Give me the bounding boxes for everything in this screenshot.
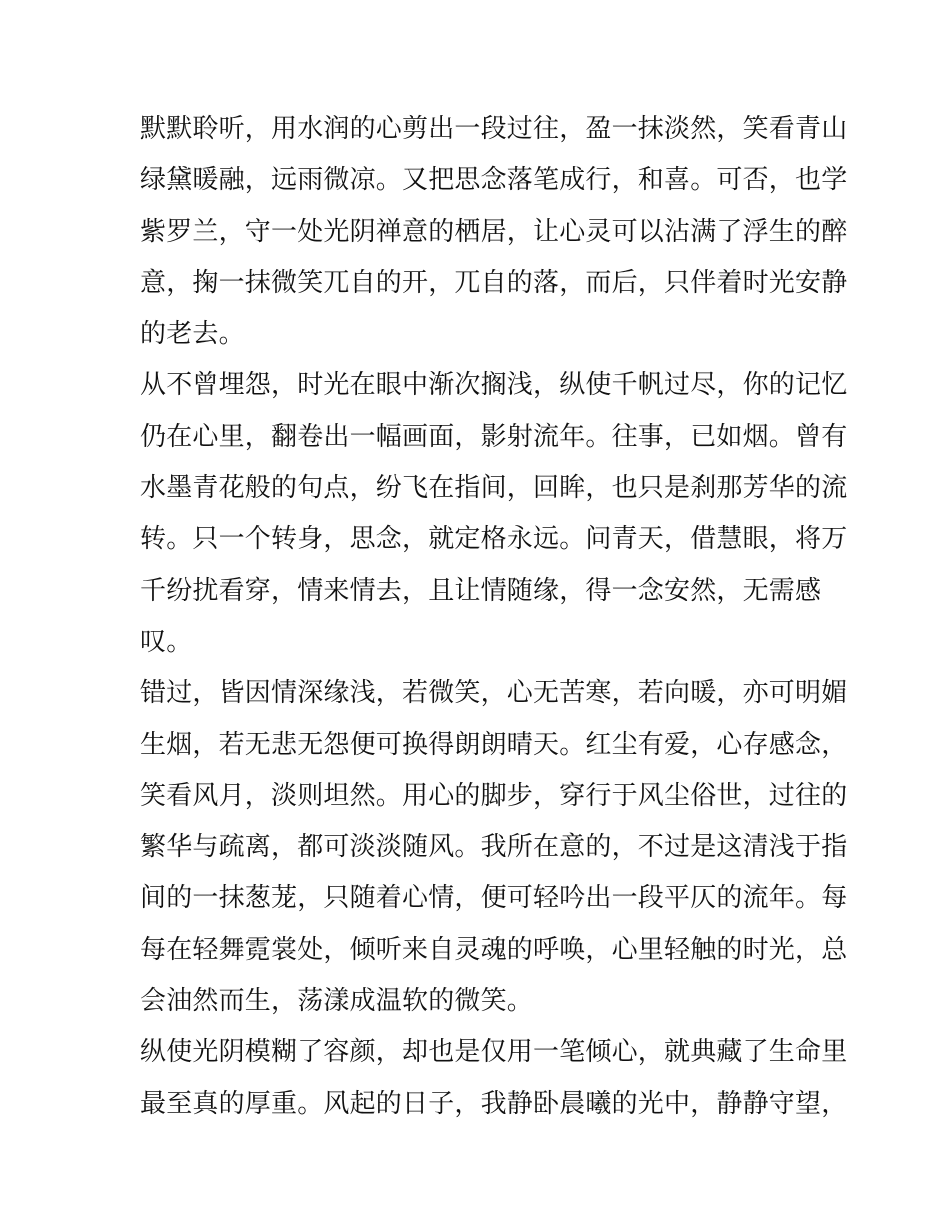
text-line: 的老去。 — [140, 319, 245, 350]
text-line: 绿黛暖融，远雨微凉。又把思念落笔成行，和喜。可否，也学 — [140, 165, 848, 196]
text-line: 从不曾埋怨，时光在眼中渐次搁浅，纵使千帆过尽，你的记忆 — [140, 370, 848, 401]
paragraph-4 — [140, 1027, 848, 1130]
text-line: 转。只一个转身，思念，就定格永远。问青天，借慧眼，将万 — [140, 524, 848, 555]
text-line: 笑看风月，淡则坦然。用心的脚步，穿行于风尘俗世，过往的 — [140, 780, 848, 811]
text-line: 水墨青花般的句点，纷飞在指间，回眸，也只是刹那芳华的流 — [140, 473, 848, 504]
text-line: 紫罗兰，守一处光阴禅意的栖居，让心灵可以沾满了浮生的醉 — [140, 216, 848, 247]
text-line: 间的一抹葱茏，只随着心情，便可轻吟出一段平仄的流年。每 — [140, 883, 848, 914]
paragraph-3 — [140, 668, 848, 1027]
text-line: 仍在心里，翻卷出一幅画面，影射流年。往事，已如烟。曾有 — [140, 421, 848, 452]
document-body — [140, 104, 848, 1130]
paragraph-1 — [140, 104, 848, 360]
text-line: 千纷扰看穿，情来情去，且让情随缘，得一念安然，无需感 — [140, 575, 822, 606]
text-line: 叹。 — [140, 626, 193, 657]
text-line: 意，掬一抹微笑兀自的开，兀自的落，而后，只伴着时光安静 — [140, 267, 848, 298]
text-line: 生烟，若无悲无怨便可换得朗朗晴天。红尘有爱，心存感念， — [140, 729, 848, 760]
paragraph-2 — [140, 360, 848, 668]
text-line: 每在轻舞霓裳处，倾听来自灵魂的呼唤，心里轻触的时光，总 — [140, 934, 848, 965]
text-line: 默默聆听，用水润的心剪出一段过往，盈一抹淡然，笑看青山 — [140, 114, 848, 144]
text-line: 繁华与疏离，都可淡淡随风。我所在意的，不过是这清浅于指 — [140, 832, 848, 863]
text-line: 纵使光阴模糊了容颜，却也是仅用一笔倾心，就典藏了生命里 — [140, 1037, 848, 1068]
text-line: 错过，皆因情深缘浅，若微笑，心无苦寒，若向暖，亦可明媚 — [140, 678, 848, 709]
text-line: 最至真的厚重。风起的日子，我静卧晨曦的光中，静静守望， — [140, 1088, 848, 1119]
text-line: 会油然而生，荡漾成温软的微笑。 — [140, 986, 534, 1017]
